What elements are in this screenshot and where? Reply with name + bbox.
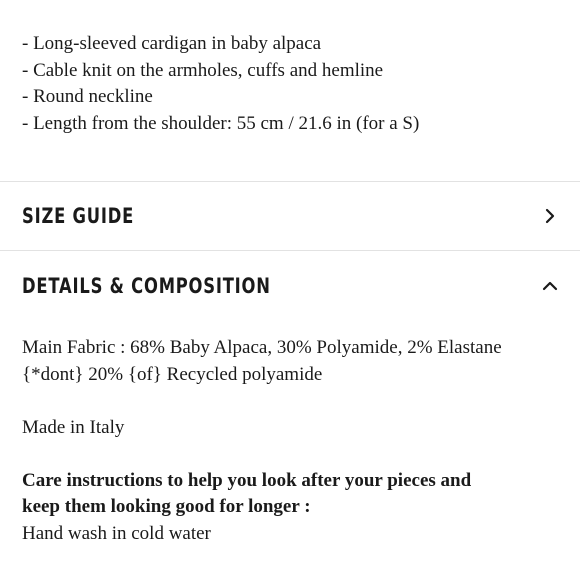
product-features-list bbox=[22, 31, 562, 137]
fabric-composition: Main Fabric : 68% Baby Alpaca, 30% Polyamide, 2% Elastane bbox=[22, 337, 502, 358]
feature-item: - Cable knit on the armholes, cuffs and hemline bbox=[22, 59, 384, 81]
feature-item: - Long-sleeved cardigan in baby alpaca bbox=[22, 33, 322, 54]
spacer bbox=[22, 441, 562, 468]
fabric-composition-secondary: {*dont} 20% {of} Recycled polyamide bbox=[22, 363, 323, 385]
care-instruction-item: Hand wash in cold water bbox=[22, 522, 211, 544]
details-composition-title: DETAILS & COMPOSITION bbox=[22, 274, 271, 298]
divider bbox=[0, 250, 580, 251]
care-instructions-heading: Care instructions to help you look after your pieces and bbox=[22, 469, 472, 491]
details-composition-accordion[interactable] bbox=[0, 252, 580, 320]
chevron-up-icon[interactable] bbox=[542, 278, 558, 294]
size-guide-title: SIZE GUIDE bbox=[22, 204, 135, 228]
feature-item: - Length from the shoulder: 55 cm / 21.6 in (for a S) bbox=[22, 112, 420, 134]
details-composition-content bbox=[22, 335, 562, 547]
chevron-right-icon[interactable] bbox=[542, 208, 558, 224]
spacer bbox=[22, 388, 562, 415]
size-guide-accordion[interactable] bbox=[0, 182, 580, 250]
feature-item: - Round neckline bbox=[22, 86, 153, 107]
country-of-origin: Made in Italy bbox=[22, 416, 125, 438]
care-instructions-heading-cont: keep them looking good for longer : bbox=[22, 496, 311, 517]
